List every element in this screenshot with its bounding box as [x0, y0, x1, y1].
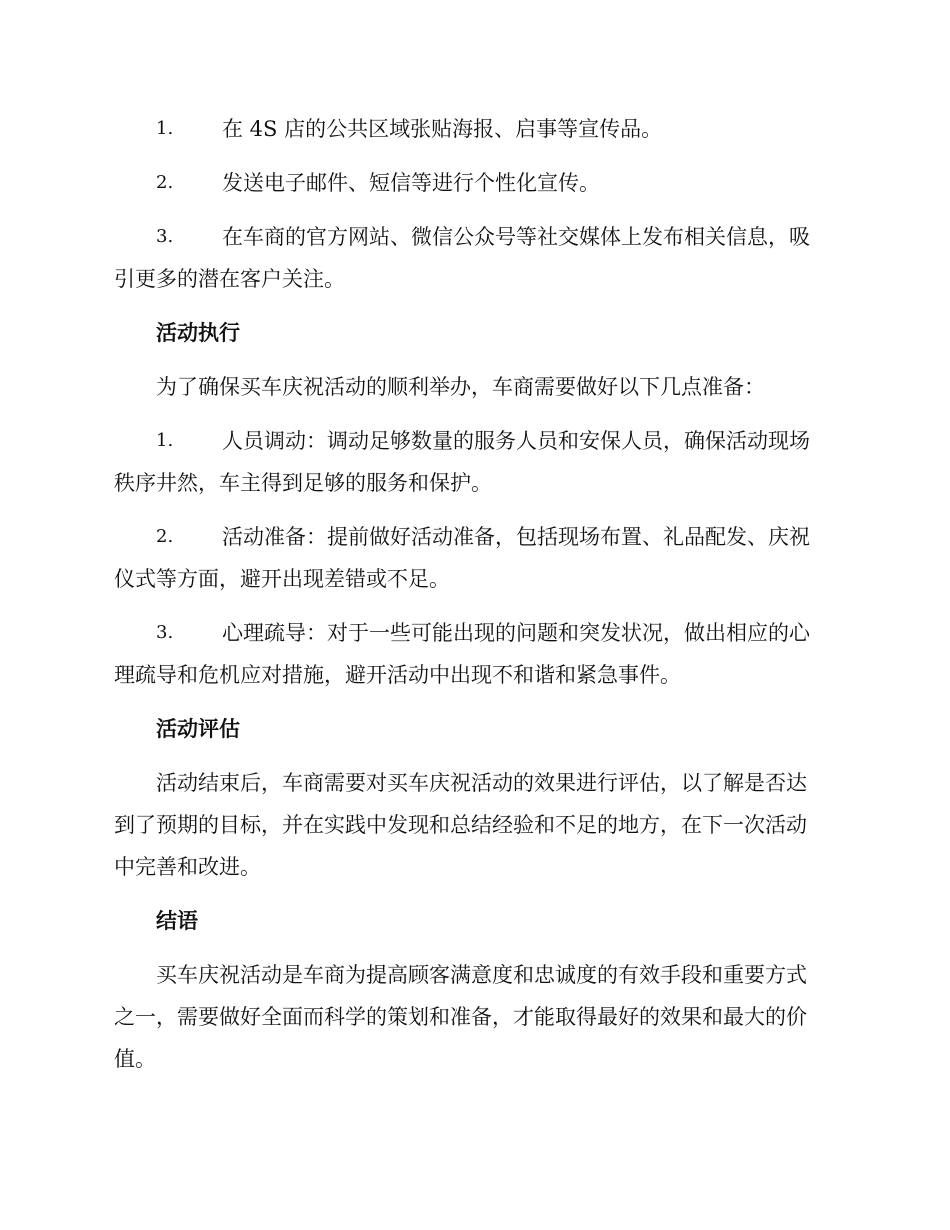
paragraph-text: 为了确保买车庆祝活动的顺利举办，车商需要做好以下几点准备： — [156, 375, 765, 399]
list-item — [114, 420, 834, 504]
list-text: 在车商的官方网站、微信公众号等社交媒体上发布相关信息，吸 — [222, 225, 810, 249]
section-heading-execution: 活动执行 — [156, 320, 240, 345]
list-item-line — [114, 516, 834, 558]
paragraph-text-continuation: 值。 — [114, 1047, 156, 1071]
list-item-line — [114, 162, 834, 204]
list-item — [114, 612, 834, 696]
list-number: 1. — [156, 430, 174, 451]
list-number: 3. — [156, 622, 174, 643]
list-number: 1. — [156, 118, 174, 139]
section-heading-evaluation: 活动评估 — [156, 716, 240, 741]
list-item-line — [114, 108, 834, 150]
section-heading-conclusion: 结语 — [156, 908, 198, 933]
list-text: 发送电子邮件、短信等进行个性化宣传。 — [222, 171, 600, 195]
list-text-continuation: 理疏导和危机应对措施，避开活动中出现不和谐和紧急事件。 — [114, 663, 681, 687]
paragraph — [114, 762, 834, 888]
list-text: 活动准备：提前做好活动准备，包括现场布置、礼品配发、庆祝 — [222, 525, 810, 549]
list-number: 2. — [156, 172, 174, 193]
list-text-continuation: 引更多的潜在客户关注。 — [114, 267, 345, 291]
list-text: 人员调动：调动足够数量的服务人员和安保人员，确保活动现场 — [222, 429, 810, 453]
list-item-line — [114, 612, 834, 654]
list-item-line — [114, 216, 834, 258]
list-item — [114, 108, 834, 150]
paragraph — [114, 954, 834, 1080]
paragraph-text: 活动结束后，车商需要对买车庆祝活动的效果进行评估，以了解是否达 — [156, 771, 807, 795]
list-item-line — [114, 420, 834, 462]
paragraph-text-continuation: 到了预期的目标，并在实践中发现和总结经验和不足的地方，在下一次活动 — [114, 813, 807, 837]
list-number: 2. — [156, 526, 174, 547]
list-text: 心理疏导：对于一些可能出现的问题和突发状况，做出相应的心 — [222, 621, 810, 645]
paragraph-text-continuation: 之一，需要做好全面而科学的策划和准备，才能取得最好的效果和最大的价 — [114, 1005, 807, 1029]
document-content — [114, 108, 834, 1092]
list-item — [114, 516, 834, 600]
list-item — [114, 162, 834, 204]
list-text-continuation: 秩序井然，车主得到足够的服务和保护。 — [114, 471, 492, 495]
paragraph — [114, 366, 834, 408]
list-number: 3. — [156, 226, 174, 247]
list-text: 在 4S 店的公共区域张贴海报、启事等宣传品。 — [222, 117, 663, 141]
list-text-continuation: 仪式等方面，避开出现差错或不足。 — [114, 567, 450, 591]
list-item — [114, 216, 834, 300]
paragraph-text-continuation: 中完善和改进。 — [114, 855, 261, 879]
paragraph-text: 买车庆祝活动是车商为提高顾客满意度和忠诚度的有效手段和重要方式 — [156, 963, 807, 987]
